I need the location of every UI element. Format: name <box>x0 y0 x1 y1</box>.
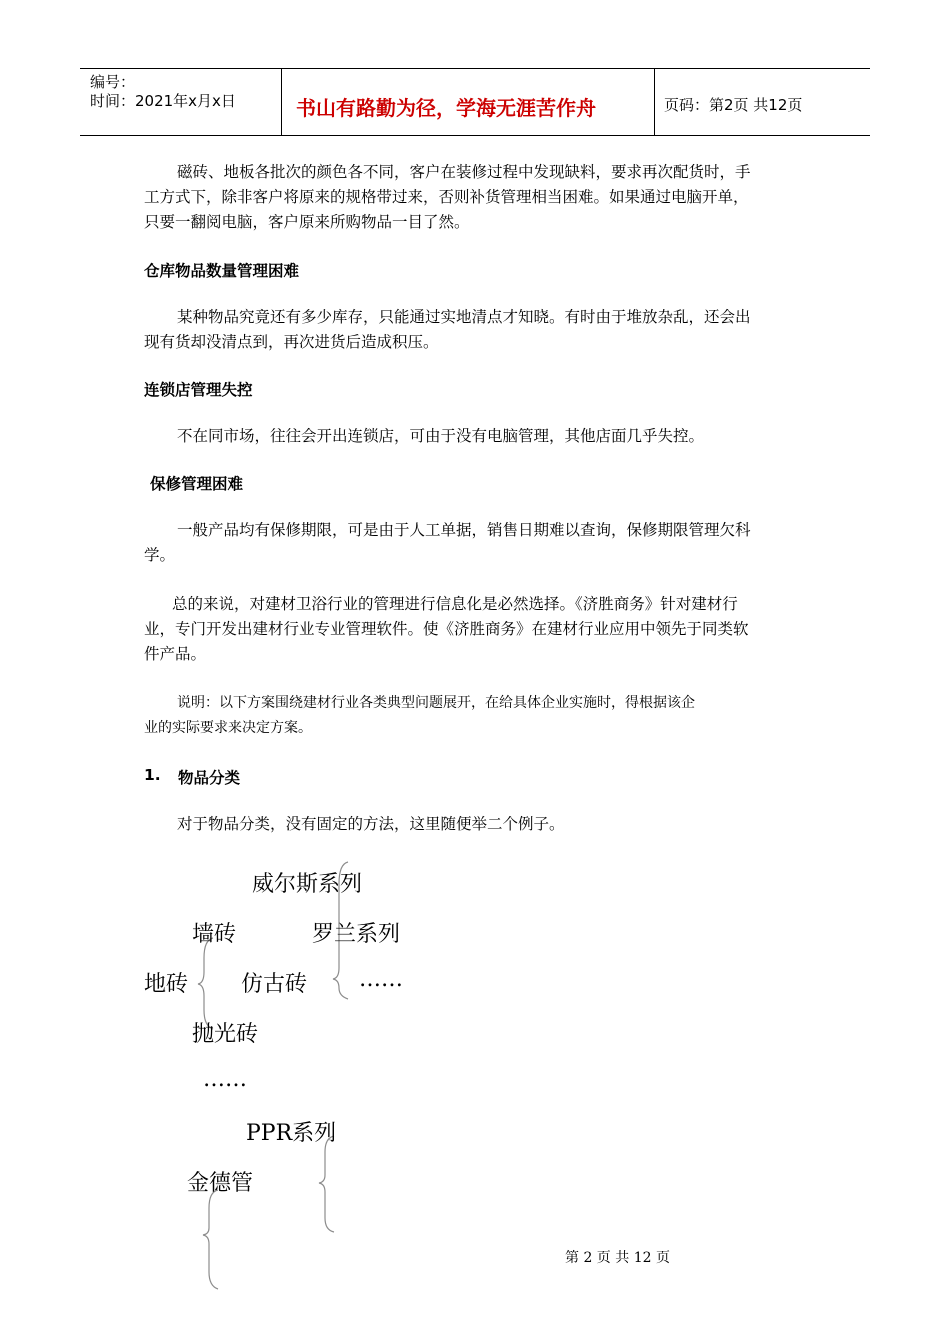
page-footer: 第 2 页 共 12 页 <box>565 1250 670 1266</box>
diagram-node-weiersi: 威尔斯系列 <box>252 872 363 897</box>
paragraph-line: 只要一翻阅电脑，客户原来所购物品一目了然。 <box>144 213 470 231</box>
heading-warranty: 保修管理困难 <box>150 475 244 493</box>
note-line: 业的实际要求来决定方案。 <box>144 720 312 736</box>
diagram-node-luolan: 罗兰系列 <box>312 922 401 947</box>
diagram-ellipsis: …… <box>203 1067 247 1092</box>
section-number: 1. <box>144 766 161 784</box>
paragraph-line: 件产品。 <box>144 645 207 663</box>
paragraph-line: 磁砖、地板各批次的颜色各不同，客户在装修过程中发现缺料，要求再次配货时，手 <box>177 163 751 181</box>
paragraph-line: 对于物品分类，没有固定的方法，这里随便举二个例子。 <box>177 815 565 833</box>
paragraph-line: 现有货却没清点到，再次进货后造成积压。 <box>144 333 439 351</box>
header-motto: 书山有路勤为径，学海无涯苦作舟 <box>296 96 596 120</box>
paragraph-line: 不在同市场，往往会开出连锁店，可由于没有电脑管理，其他店面几乎失控。 <box>177 427 705 445</box>
diagram-node-polished-tile: 抛光砖 <box>192 1022 259 1047</box>
paragraph-line: 工方式下，除非客户将原来的规格带过来，否则补货管理相当困难。如果通过电脑开单， <box>144 188 749 206</box>
diagram-node-ppr: PPR系列 <box>246 1121 337 1146</box>
heading-chain-store: 连锁店管理失控 <box>144 381 253 399</box>
brace-jinde-pipe <box>203 1190 218 1289</box>
section-title: 物品分类 <box>178 769 241 787</box>
paragraph-line: 业，专门开发出建材行业专业管理软件。使《济胜商务》在建材行业应用中领先于同类软 <box>144 620 749 638</box>
paragraph-line: 某种物品究竟还有多少库存，只能通过实地清点才知晓。有时由于堆放杂乱，还会出 <box>177 308 751 326</box>
diagram-node-wall-tile: 墙砖 <box>192 922 237 947</box>
diagram-node-floor-tile: 地砖 <box>144 972 189 997</box>
page-number-label: 页码：第2页 共12页 <box>664 96 803 114</box>
diagram-node-antique-tile: 仿古砖 <box>241 972 308 997</box>
paragraph-line: 总的来说，对建材卫浴行业的管理进行信息化是必然选择。《济胜商务》针对建材行 <box>172 595 738 613</box>
brace-floor-tile <box>198 938 213 1029</box>
heading-warehouse: 仓库物品数量管理困难 <box>144 262 300 280</box>
serial-label: 编号： <box>90 73 136 91</box>
diagram-node-jinde-pipe: 金德管 <box>187 1171 254 1196</box>
paragraph-line: 学。 <box>144 546 176 564</box>
brace-ppr <box>319 1136 334 1232</box>
time-label: 时间：2021年x月x日 <box>90 92 236 110</box>
note-line: 说明：以下方案围绕建材行业各类典型问题展开，在给具体企业实施时，得根据该企 <box>177 695 695 711</box>
diagram-ellipsis: …… <box>359 967 403 992</box>
paragraph-line: 一般产品均有保修期限，可是由于人工单据，销售日期难以查询，保修期限管理欠科 <box>177 521 751 539</box>
